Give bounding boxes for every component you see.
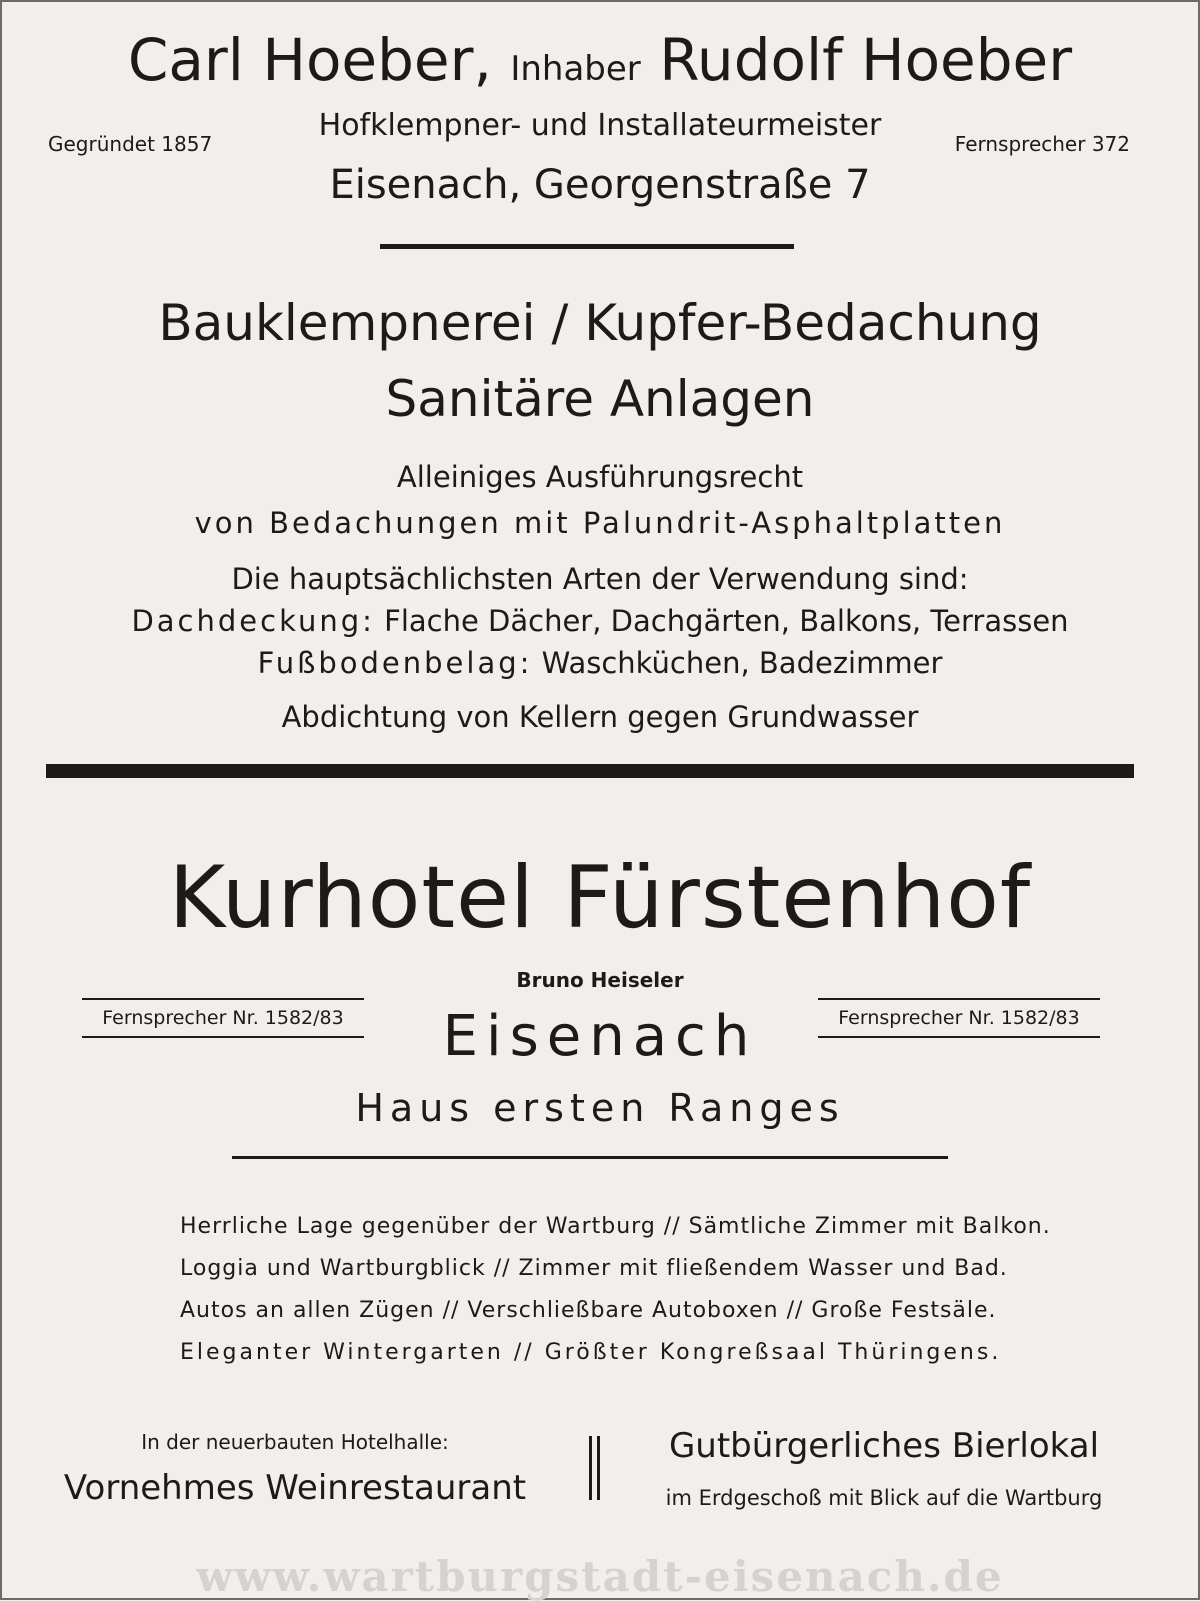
divider-thin	[232, 1156, 948, 1159]
column-divider-right	[597, 1436, 600, 1500]
column-divider-left	[589, 1436, 592, 1500]
owner-name: Carl Hoeber,	[127, 26, 492, 94]
use-sealing: Abdichtung von Kellern gegen Grundwasser	[281, 700, 919, 734]
beer-restaurant: Gutbürgerliches Bierlokal	[668, 1426, 1100, 1466]
phone-left: Fernsprecher Nr. 1582/83	[82, 998, 364, 1038]
hall-label: In der neuerbauten Hotelhalle:	[141, 1430, 449, 1454]
owner-label: Inhaber	[510, 49, 641, 89]
use-roofing-text: Flache Dächer, Dachgärten, Balkons, Terrassen	[384, 604, 1069, 638]
beer-location: im Erdgeschoß mit Blick auf die Wartburg	[665, 1486, 1103, 1510]
phone-right: Fernsprecher Nr. 1582/83	[818, 998, 1100, 1038]
feature-line: Autos an allen Zügen // Verschließbare Autoboxen // Große Festsäle.	[180, 1298, 997, 1323]
use-roofing	[0, 604, 1200, 638]
services-line1: Bauklempnerei / Kupfer-Bedachung	[158, 294, 1042, 352]
hotel-owner: Bruno Heiseler	[516, 968, 684, 992]
divider-thick	[46, 764, 1134, 778]
uses-intro: Die hauptsächlichsten Arten der Verwendung sind:	[231, 562, 969, 596]
feature-line: Eleganter Wintergarten // Größter Kongreßsaal Thüringens.	[180, 1340, 1002, 1365]
hotel-name: Kurhotel Fürstenhof	[168, 848, 1032, 948]
right-line2: von Bedachungen mit Palundrit-Asphaltplatten	[194, 506, 1006, 540]
feature-line: Herrliche Lage gegenüber der Wartburg // Sämtliche Zimmer mit Balkon.	[180, 1214, 1051, 1239]
right-line1: Alleiniges Ausführungsrecht	[396, 460, 804, 494]
services-line2: Sanitäre Anlagen	[385, 370, 815, 428]
hotel-tagline: Haus ersten Ranges	[355, 1086, 845, 1130]
wine-restaurant: Vornehmes Weinrestaurant	[63, 1468, 527, 1508]
divider-short	[380, 244, 794, 249]
use-flooring-text: Waschküchen, Badezimmer	[541, 646, 943, 680]
ad1-header	[0, 26, 1200, 94]
use-flooring	[0, 646, 1200, 680]
hotel-city: Eisenach	[442, 1004, 758, 1069]
use-flooring-label: Fußbodenbelag:	[257, 646, 533, 680]
trade-title: Hofklempner- und Installateurmeister	[318, 108, 882, 143]
feature-line: Loggia und Wartburgblick // Zimmer mit fließendem Wasser und Bad.	[180, 1256, 1008, 1281]
owner-successor: Rudolf Hoeber	[659, 26, 1073, 94]
founded-text: Gegründet 1857	[48, 132, 213, 156]
watermark: www.wartburgstadt-eisenach.de	[196, 1552, 1004, 1601]
use-roofing-label: Dachdeckung:	[131, 604, 375, 638]
address: Eisenach, Georgenstraße 7	[329, 162, 871, 208]
phone-text: Fernsprecher 372	[954, 132, 1130, 156]
